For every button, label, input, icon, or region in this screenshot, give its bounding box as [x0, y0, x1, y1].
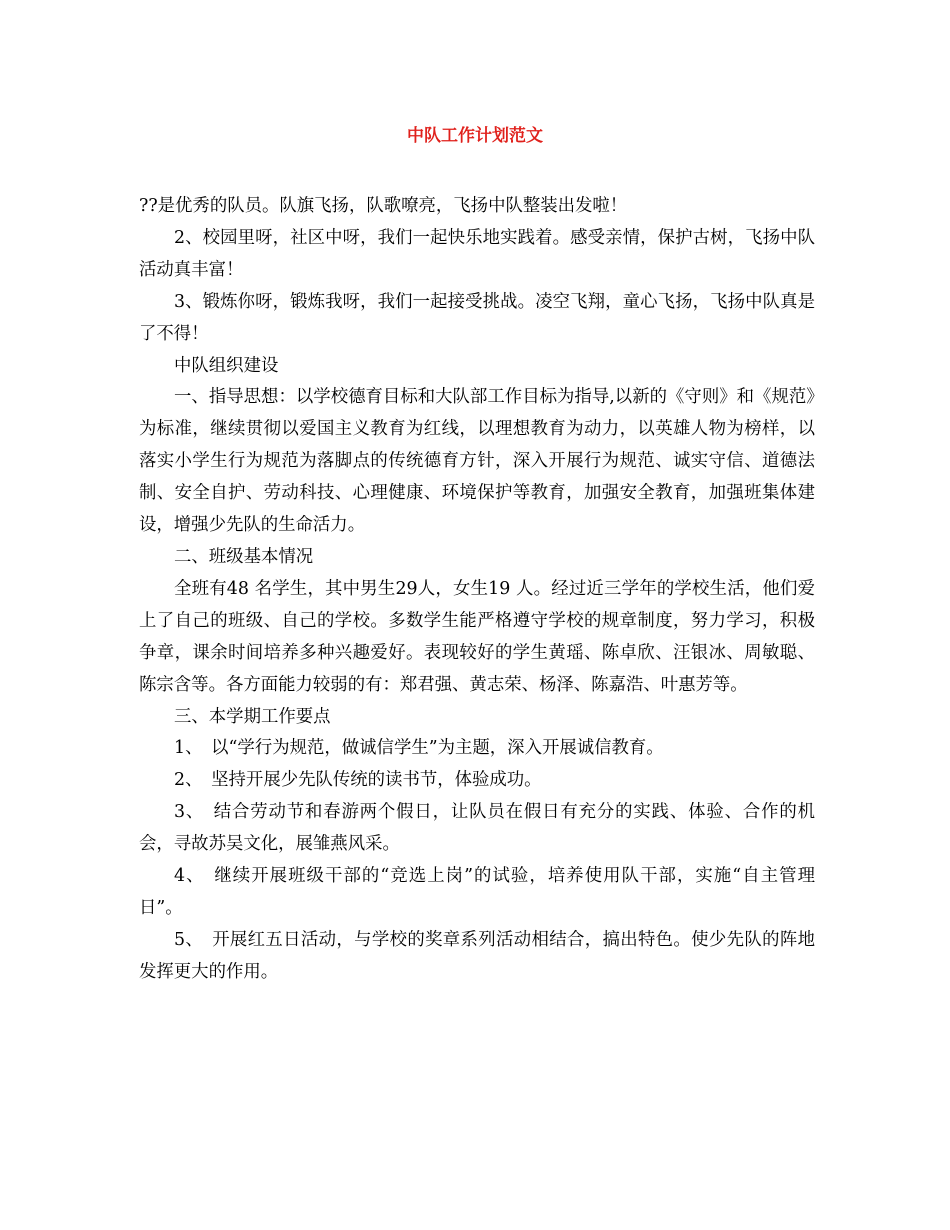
list-item: 5、 开展红五日活动，与学校的奖章系列活动相结合，搞出特色。使少先队的阵地发挥更大的作用。	[139, 929, 815, 982]
document-body	[139, 191, 815, 989]
list-item: 3、 结合劳动节和春游两个假日，让队员在假日有充分的实践、体验、合作的机会，寻故苏吴文化，展雏燕风采。	[139, 802, 815, 855]
paragraph: ??是优秀的队员。队旗飞扬，队歌嘹亮，飞扬中队整装出发啦！	[139, 196, 628, 216]
section-heading: 中队组织建设	[174, 355, 279, 376]
paragraph: 一、指导思想：以学校德育目标和大队部工作目标为指导,以新的《守则》和《规范》为标准，继续贯彻以爱国主义教育为红线，以理想教育为动力，以英雄人物为榜样，以落实小学生行为规范为落脚点的传统德育方针，深入开展行为规范、诚实守信、道德法制、安全自护、劳动科技、心理健康、环境保护等教育，加强安全教育，加强班集体建设，增强少先队的生命活力。	[139, 387, 815, 536]
list-item: 1、 以“学行为规范，做诚信学生”为主题，深入开展诚信教育。	[174, 738, 664, 759]
paragraph: 2、校园里呀，社区中呀，我们一起快乐地实践着。感受亲情，保护古树，飞扬中队活动真丰富！	[139, 227, 815, 280]
paragraph: 全班有48 名学生，其中男生29人，女生19 人。经过近三学年的学校生活，他们爱上了自己的班级、自己的学校。多数学生能严格遵守学校的规章制度，努力学习，积极争章，课余时间培养多种兴趣爱好。表现较好的学生黄瑶、陈卓欣、汪银冰、周敏聪、陈宗含等。各方面能力较弱的有：郑君强、黄志荣、杨泽、陈嘉浩、叶惠芳等。	[139, 578, 815, 695]
document-title: 中队工作计划范文	[407, 126, 543, 146]
list-item: 4、 继续开展班级干部的“竞选上岗”的试验，培养使用队干部，实施“自主管理日”。	[139, 866, 815, 918]
list-item: 2、 坚持开展少先队传统的读书节，体验成功。	[174, 770, 542, 791]
section-heading: 二、班级基本情况	[174, 546, 314, 567]
section-heading: 三、本学期工作要点	[174, 706, 331, 727]
paragraph: 3、锻炼你呀，锻炼我呀，我们一起接受挑战。凌空飞翔，童心飞扬，飞扬中队真是了不得！	[139, 291, 815, 344]
